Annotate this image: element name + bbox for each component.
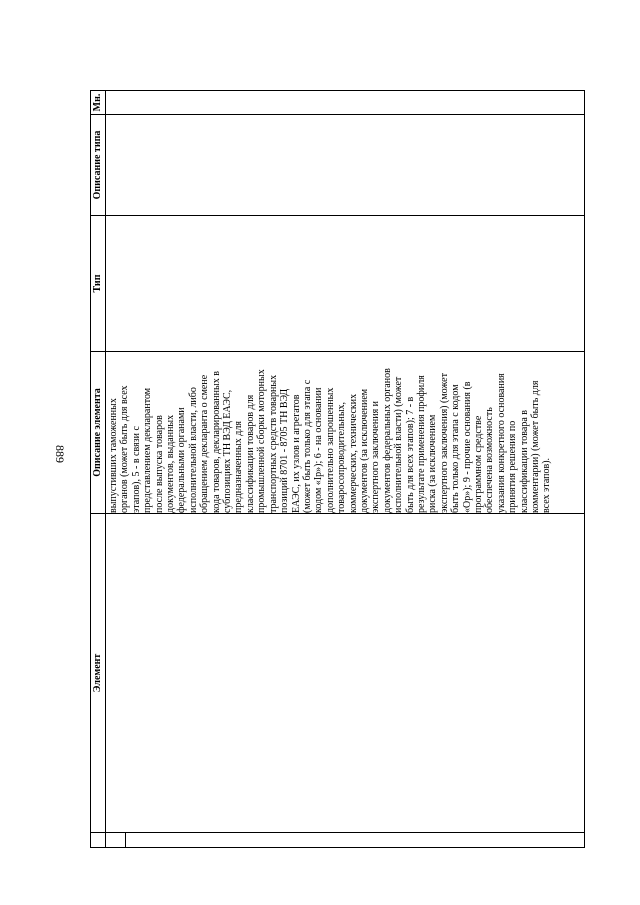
column-divider [91,832,584,833]
table-container [90,90,585,848]
table-header-row [91,91,106,847]
header-type-description: Описание типа [92,130,103,200]
column-divider [91,351,584,352]
column-divider [91,215,584,216]
column-divider [91,114,584,115]
header-type: Тип [92,274,103,293]
header-min: Мн. [92,93,103,112]
cell-type [107,217,147,351]
header-element: Элемент [92,653,103,693]
cell-element [107,515,147,832]
cell-type-description [107,116,147,215]
page-number: 889 [53,445,67,463]
cell-description: выпустивших таможенных органов (может быть для всех этапов), 5 - в связи с представлением декларантом после выпуска товаров документов, выданных федеральными органами исполнительной власти, либо обращением декларанта о смене кода товаров, декларированных в субпозициях ТН ВЭД ЕАЭС, предназначенных для классификации товаров для промышленной сборки моторных транспортных средств товарных позиций 8701 - 8705 ТН ВЭД ЕАЭС, их узлов и агрегатов (может быть только для этапа с кодом «Ip»); 6 - на основании дополнительно запрошенных товаросопроводительных, коммерческих, технических документов (за исключением экспертного заключения и документов федеральных органов исполнительной власти) (может быть для всех этапов); 7 - в результате применения профиля риска (за исключением экспертного заключения) (может быть только для этапа с кодом «Ор»); 9 - прочие основания (в программном средстве обеспечена возможность указания конкретного основания принятия решения по классификации товара в комментарии) (может быть для всех этапов). [108,368,553,513]
header-description: Описание элемента [92,388,103,477]
left-cell-divider [125,833,126,847]
data-table [90,90,585,848]
column-divider [91,513,584,514]
cell-min [107,92,147,114]
